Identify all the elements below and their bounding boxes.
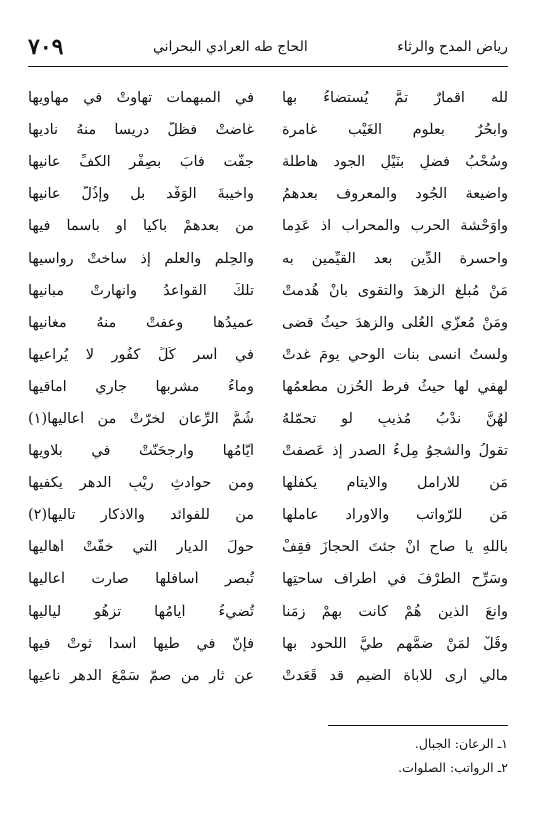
verse-second-hemistich: في المبهمات تهاوتْ في مهاويها (28, 90, 254, 107)
verse-line (28, 242, 508, 274)
verse-line (28, 435, 508, 467)
verse-first-hemistich: وانعَ الذين هُمْ كانت بهمْ زمَناً (282, 603, 508, 620)
verse-first-hemistich: واوَحْشة الحرب والمحراب اذ عَدِما (282, 218, 508, 235)
verse-line (28, 210, 508, 242)
book-title: رياض المدح والرثاء (397, 39, 508, 55)
verse-first-hemistich: واحسرة الدِّين بعد القيِّمين به (282, 250, 508, 267)
verse-second-hemistich: عن ثارٍ من صمّ سَمْعَ الدهرِ ناعيها (28, 667, 254, 684)
verse-second-hemistich: فإنّ في طيها أسداً ثوتْ فيها (28, 635, 254, 652)
verse-line (28, 403, 508, 435)
verse-first-hemistich: باللهِ يا صاح انْ جئتَ الحجازَ فقِفْ (282, 539, 508, 556)
footnotes (28, 732, 508, 780)
verse-line (28, 596, 508, 628)
verse-first-hemistich: تقولُ والشجوُ مِلءُ الصدر إذ عَصفتْ (282, 443, 508, 460)
verse-first-hemistich: وابحُرٌ بعلُوم الغَيْب غامرة (282, 122, 508, 139)
verse-first-hemistich: واضيعة الجُود والمعروف بعدهمُ (282, 186, 508, 203)
verse-line (28, 307, 508, 339)
verse-second-hemistich: أيّامُها وارجحَنّتْ في بلاويها (28, 443, 254, 460)
verse-first-hemistich: مَنْ مُبلغ الزهدَ والتقوى بانْ هُدمتْ (282, 282, 508, 299)
verse-line (28, 660, 508, 692)
verse-second-hemistich: تُبصر أسافلَها صارت أعاليها (28, 571, 254, 588)
verse-first-hemistich: لهفي لها حيثُ فرطُ الحُزن مطعمُها (282, 378, 508, 395)
verse-line (28, 339, 508, 371)
verse-line (28, 82, 508, 114)
verse-line (28, 178, 508, 210)
verse-first-hemistich: لَهُنَّ ندْبُ مُذيبٍ لو تحمّلهُ (282, 410, 508, 427)
verse-line (28, 275, 508, 307)
verse-second-hemistich: عميدُها وعفتْ منهُ مغانيها (28, 314, 254, 331)
verse-first-hemistich: لله اقمارٌ تمَّ يُستضاءُ بها (282, 90, 508, 107)
verse-line (28, 467, 508, 499)
verse-first-hemistich: مَن للارامل والايتام يكفلُها (282, 475, 508, 492)
verse-line (28, 628, 508, 660)
verse-second-hemistich: تُضيءُ أيامُها تزهُو لياليها (28, 603, 254, 620)
verse-second-hemistich: من للفوائد والاذكار تاليها(٢) (28, 507, 254, 524)
verse-second-hemistich: جفّت فآبَ بصِفْرِ الكفِّ عانيها (28, 154, 254, 171)
verse-first-hemistich: مَن للرّواتب والاوراد عاملُها (282, 507, 508, 524)
footnote-divider (328, 725, 508, 726)
verse-second-hemistich: شُمُّ الرِّعان لخرّتْ من أعاليها(١) (28, 410, 254, 427)
verse-line (28, 146, 508, 178)
poem-body (28, 82, 508, 722)
verse-first-hemistich: مالي أرى للاباة الضيم قد قَعَدتْ (282, 667, 508, 684)
footnote-1: ١ـ الرعان: الجبال. (414, 736, 508, 751)
verse-second-hemistich: واخيبةَ الوَفْد بل وإذُلَّ عانيها (28, 186, 254, 203)
verse-second-hemistich: من بعدهمْ باكياً او باسماً فيها (28, 218, 254, 235)
verse-line (28, 531, 508, 563)
verse-second-hemistich: وماءُ مشربها جاري اماقيها (28, 378, 254, 395)
verse-second-hemistich: غاضتْ فظلَّ دريساً منهُ ناديها (28, 122, 254, 139)
page-number: ٧٠٩ (28, 34, 64, 60)
verse-second-hemistich: حولَ الديار التي خفّتْ أهاليها (28, 539, 254, 556)
verse-line (28, 114, 508, 146)
verse-line (28, 563, 508, 595)
footnote-2: ٢ـ الرواتب: الصلوات. (398, 760, 508, 775)
verse-line (28, 499, 508, 531)
page-header (28, 30, 508, 64)
author-name: الحاج طه العرادي البحراني (152, 39, 308, 55)
verse-second-hemistich: تلكَ القواعدُ وانهارتْ مبانيها (28, 282, 254, 299)
verse-first-hemistich: وسُحْبُ فضلٍ بنَيْلِ الجود هاطلة (282, 154, 508, 171)
verse-first-hemistich: ومَنْ مُعزّي العُلى والزهدَ حيثُ قضى (282, 314, 508, 331)
verse-line (28, 371, 508, 403)
verse-second-hemistich: ومن حوادثِ ريْبِ الدهر يكفيها (28, 475, 254, 492)
verse-first-hemistich: ولستُ انسى بنات الوحي يومَ غدتْ (282, 346, 508, 363)
verse-first-hemistich: وقُلْ لمَنْ ضمَّهم طيُّ اللّحود بها (282, 635, 508, 652)
verse-second-hemistich: في أسرِ كُلِّ كفُورٍ لا يُراعيها (28, 346, 254, 363)
verse-second-hemistich: والحِلم والعلم إذ ساختْ رواسيها (28, 250, 254, 267)
verse-first-hemistich: وسَرِّح الطرْفَ في أطراف ساحتِها (282, 571, 508, 588)
header-divider (28, 66, 508, 67)
